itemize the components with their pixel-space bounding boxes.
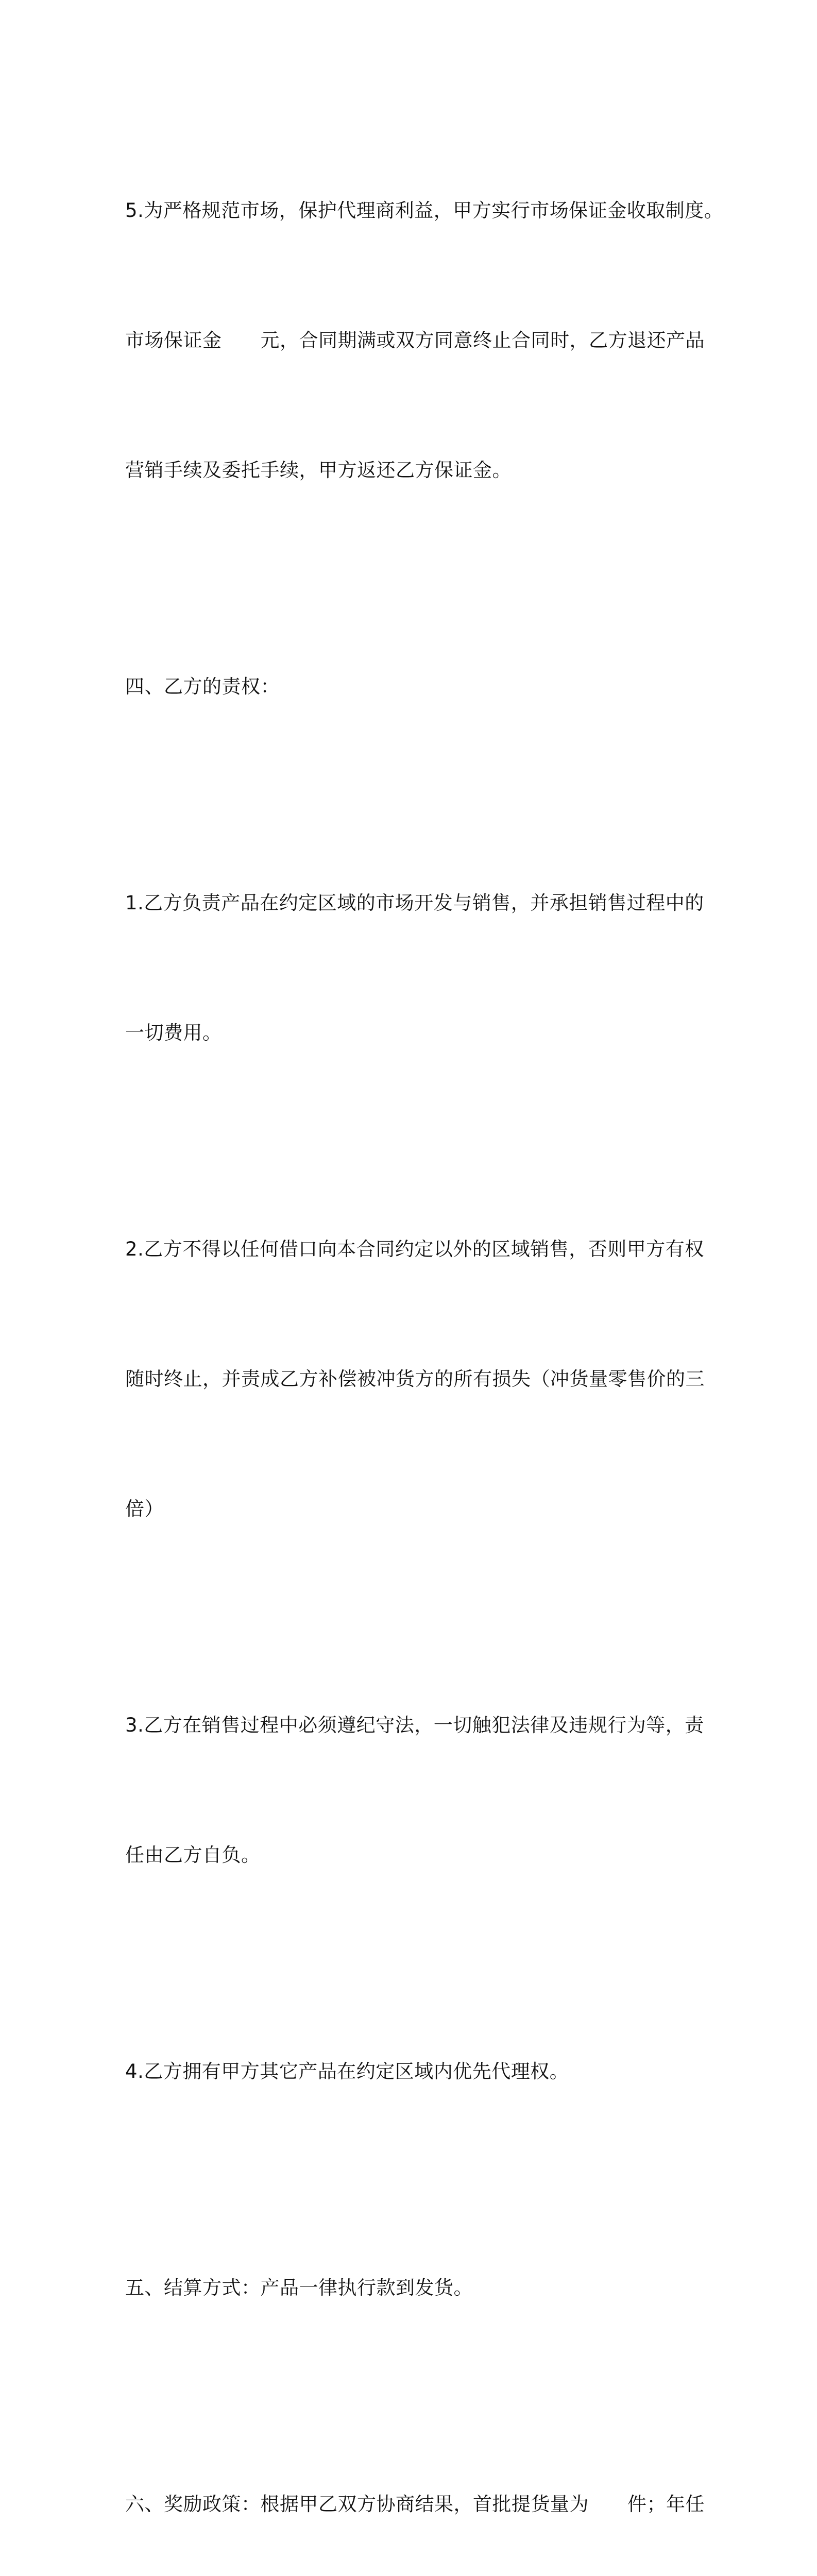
paragraph-settlement-method	[125, 2180, 702, 2396]
text-line: 1.乙方负责产品在约定区域的市场开发与销售，并承担销售过程中的	[125, 892, 704, 914]
paragraph-party-b-item-2	[125, 1141, 705, 1617]
text-line: 市场保证金 元，合同期满或双方同意终止合同时，乙方退还产品	[125, 329, 705, 351]
paragraph-party-b-item-4	[125, 1963, 702, 2180]
section-heading-party-b-rights	[125, 579, 702, 795]
text-line: 2.乙方不得以任何借口向本合同约定以外的区域销售，否则甲方有权	[125, 1238, 704, 1260]
text-line: 任由乙方自负。	[125, 1844, 261, 1866]
text-line: 倍）	[125, 1498, 164, 1520]
paragraph-party-b-item-1	[125, 795, 702, 1141]
paragraph-deposit-clause	[125, 103, 724, 579]
text-line: 随时终止，并责成乙方补偿被冲货方的所有损失（冲货量零售价的三	[125, 1368, 705, 1390]
text-line: 3.乙方在销售过程中必须遵纪守法，一切触犯法律及违规行为等，责	[125, 1714, 704, 1736]
text-line: 四、乙方的责权：	[125, 675, 280, 698]
text-line: 一切费用。	[125, 1022, 222, 1044]
document-body	[125, 103, 724, 2576]
text-line: 六、奖励政策：根据甲乙双方协商结果，首批提货量为 件；年任	[125, 2493, 705, 2515]
text-line: 营销手续及委托手续，甲方返还乙方保证金。	[125, 459, 512, 481]
text-line: 4.乙方拥有甲方其它产品在约定区域内优先代理权。	[125, 2060, 569, 2082]
text-line: 五、结算方式：产品一律执行款到发货。	[125, 2277, 473, 2299]
text-line: 5.为严格规范市场，保护代理商利益，甲方实行市场保证金收取制度。	[125, 199, 724, 222]
paragraph-reward-policy	[125, 2396, 705, 2576]
paragraph-party-b-item-3	[125, 1617, 702, 1963]
